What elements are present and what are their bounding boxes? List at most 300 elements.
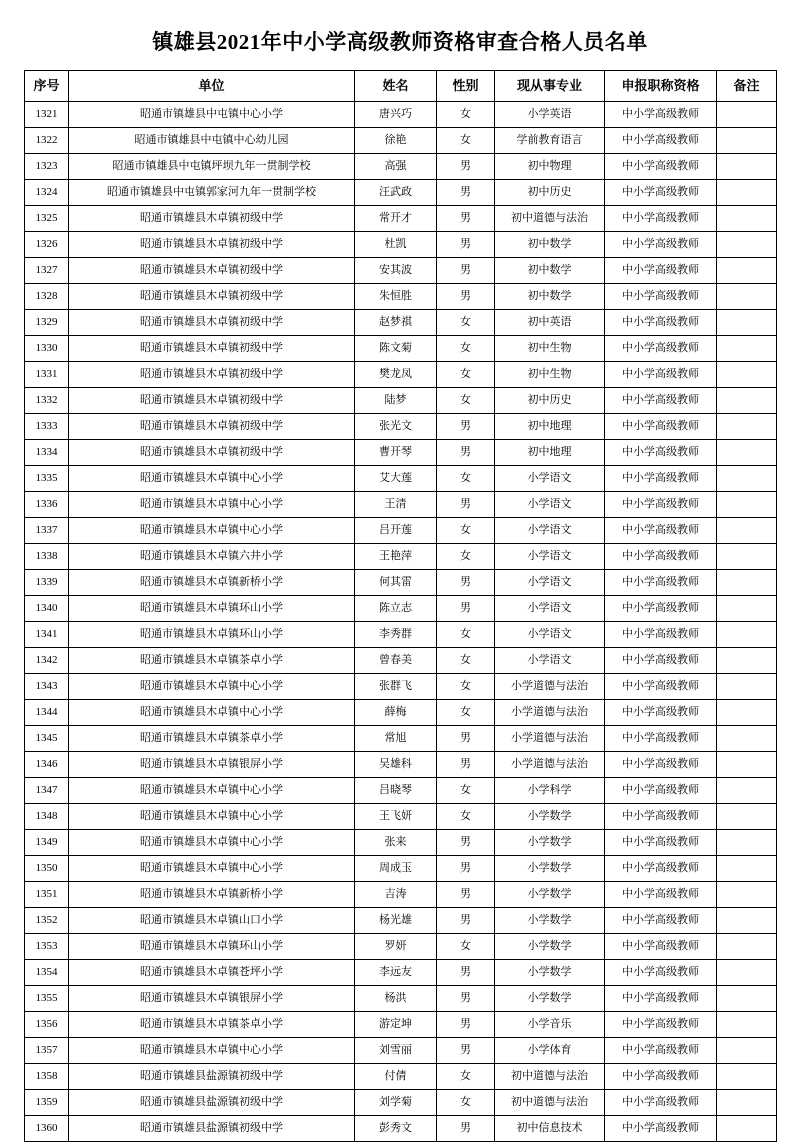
cell-sex: 男: [437, 1012, 495, 1038]
cell-note: [717, 856, 777, 882]
cell-seq: 1333: [25, 414, 69, 440]
cell-name: 唐兴巧: [355, 102, 437, 128]
cell-title: 中小学高级教师: [605, 856, 717, 882]
cell-unit: 昭通市镇雄县木卓镇初级中学: [69, 232, 355, 258]
cell-major: 初中地理: [495, 440, 605, 466]
cell-unit: 昭通市镇雄县木卓镇中心小学: [69, 466, 355, 492]
cell-note: [717, 466, 777, 492]
cell-sex: 女: [437, 700, 495, 726]
cell-title: 中小学高级教师: [605, 180, 717, 206]
cell-sex: 男: [437, 492, 495, 518]
cell-title: 中小学高级教师: [605, 284, 717, 310]
cell-sex: 男: [437, 284, 495, 310]
cell-unit: 昭通市镇雄县盐源镇初级中学: [69, 1090, 355, 1116]
cell-major: 小学数学: [495, 804, 605, 830]
cell-unit: 昭通市镇雄县木卓镇环山小学: [69, 622, 355, 648]
table-row: [25, 804, 777, 830]
table-row: [25, 154, 777, 180]
cell-major: 小学体育: [495, 1038, 605, 1064]
cell-unit: 昭通市镇雄县木卓镇新桥小学: [69, 570, 355, 596]
cell-name: 陈文菊: [355, 336, 437, 362]
cell-seq: 1341: [25, 622, 69, 648]
cell-unit: 昭通市镇雄县中屯镇郭家河九年一贯制学校: [69, 180, 355, 206]
cell-major: 初中历史: [495, 180, 605, 206]
cell-note: [717, 154, 777, 180]
cell-sex: 女: [437, 544, 495, 570]
cell-seq: 1326: [25, 232, 69, 258]
table-row: [25, 362, 777, 388]
cell-unit: 昭通市镇雄县木卓镇初级中学: [69, 388, 355, 414]
cell-note: [717, 440, 777, 466]
column-header-major: 现从事专业: [495, 71, 605, 102]
cell-sex: 男: [437, 180, 495, 206]
cell-note: [717, 622, 777, 648]
table-row: [25, 284, 777, 310]
cell-title: 中小学高级教师: [605, 882, 717, 908]
cell-title: 中小学高级教师: [605, 622, 717, 648]
cell-major: 学前教育语言: [495, 128, 605, 154]
table-row: [25, 622, 777, 648]
cell-title: 中小学高级教师: [605, 648, 717, 674]
cell-name: 吕开莲: [355, 518, 437, 544]
table-row: [25, 1064, 777, 1090]
cell-sex: 男: [437, 1038, 495, 1064]
table-row: [25, 518, 777, 544]
cell-sex: 男: [437, 232, 495, 258]
cell-title: 中小学高级教师: [605, 206, 717, 232]
cell-name: 罗妍: [355, 934, 437, 960]
cell-title: 中小学高级教师: [605, 700, 717, 726]
cell-major: 小学语文: [495, 570, 605, 596]
cell-note: [717, 700, 777, 726]
cell-major: 小学数学: [495, 960, 605, 986]
cell-sex: 男: [437, 960, 495, 986]
cell-seq: 1358: [25, 1064, 69, 1090]
cell-note: [717, 882, 777, 908]
cell-major: 初中道德与法治: [495, 1064, 605, 1090]
table-row: [25, 648, 777, 674]
cell-title: 中小学高级教师: [605, 336, 717, 362]
cell-note: [717, 1116, 777, 1142]
cell-unit: 昭通市镇雄县木卓镇中心小学: [69, 700, 355, 726]
cell-seq: 1340: [25, 596, 69, 622]
cell-sex: 女: [437, 934, 495, 960]
cell-name: 艾大莲: [355, 466, 437, 492]
cell-name: 李秀群: [355, 622, 437, 648]
cell-major: 小学数学: [495, 856, 605, 882]
cell-title: 中小学高级教师: [605, 544, 717, 570]
cell-seq: 1338: [25, 544, 69, 570]
cell-unit: 昭通市镇雄县木卓镇六井小学: [69, 544, 355, 570]
cell-seq: 1325: [25, 206, 69, 232]
cell-sex: 男: [437, 414, 495, 440]
table-row: [25, 908, 777, 934]
cell-name: 高强: [355, 154, 437, 180]
cell-unit: 昭通市镇雄县中屯镇中心小学: [69, 102, 355, 128]
cell-name: 朱恒胜: [355, 284, 437, 310]
column-header-name: 姓名: [355, 71, 437, 102]
column-header-sex: 性别: [437, 71, 495, 102]
cell-seq: 1322: [25, 128, 69, 154]
cell-major: 小学语文: [495, 544, 605, 570]
cell-title: 中小学高级教师: [605, 960, 717, 986]
table-row: [25, 466, 777, 492]
cell-sex: 男: [437, 1116, 495, 1142]
cell-sex: 男: [437, 752, 495, 778]
cell-title: 中小学高级教师: [605, 154, 717, 180]
cell-unit: 昭通市镇雄县木卓镇中心小学: [69, 1038, 355, 1064]
cell-seq: 1350: [25, 856, 69, 882]
table-row: [25, 206, 777, 232]
cell-name: 吕晓琴: [355, 778, 437, 804]
cell-name: 赵梦祺: [355, 310, 437, 336]
table-row: [25, 596, 777, 622]
cell-major: 初中历史: [495, 388, 605, 414]
cell-sex: 女: [437, 128, 495, 154]
cell-name: 陈立志: [355, 596, 437, 622]
table-row: [25, 752, 777, 778]
cell-title: 中小学高级教师: [605, 830, 717, 856]
cell-seq: 1344: [25, 700, 69, 726]
table-row: [25, 570, 777, 596]
cell-major: 小学语文: [495, 518, 605, 544]
cell-unit: 昭通市镇雄县木卓镇中心小学: [69, 778, 355, 804]
cell-name: 李远友: [355, 960, 437, 986]
cell-unit: 昭通市镇雄县木卓镇初级中学: [69, 310, 355, 336]
cell-title: 中小学高级教师: [605, 934, 717, 960]
cell-seq: 1343: [25, 674, 69, 700]
table-row: [25, 232, 777, 258]
cell-unit: 昭通市镇雄县木卓镇初级中学: [69, 336, 355, 362]
cell-name: 张来: [355, 830, 437, 856]
cell-note: [717, 388, 777, 414]
cell-title: 中小学高级教师: [605, 310, 717, 336]
table-row: [25, 492, 777, 518]
cell-note: [717, 986, 777, 1012]
cell-sex: 女: [437, 778, 495, 804]
cell-unit: 昭通市镇雄县中屯镇中心幼儿园: [69, 128, 355, 154]
cell-seq: 1342: [25, 648, 69, 674]
cell-seq: 1330: [25, 336, 69, 362]
cell-name: 吉涛: [355, 882, 437, 908]
cell-unit: 昭通市镇雄县中屯镇坪坝九年一贯制学校: [69, 154, 355, 180]
cell-name: 刘学菊: [355, 1090, 437, 1116]
cell-unit: 昭通市镇雄县木卓镇初级中学: [69, 206, 355, 232]
cell-unit: 昭通市镇雄县木卓镇初级中学: [69, 414, 355, 440]
cell-note: [717, 336, 777, 362]
cell-name: 王清: [355, 492, 437, 518]
cell-note: [717, 752, 777, 778]
cell-seq: 1345: [25, 726, 69, 752]
cell-major: 初中道德与法治: [495, 206, 605, 232]
cell-unit: 昭通市镇雄县木卓镇银屏小学: [69, 752, 355, 778]
table-row: [25, 440, 777, 466]
cell-note: [717, 284, 777, 310]
cell-major: 初中道德与法治: [495, 1090, 605, 1116]
cell-seq: 1356: [25, 1012, 69, 1038]
cell-note: [717, 206, 777, 232]
cell-sex: 女: [437, 336, 495, 362]
cell-title: 中小学高级教师: [605, 752, 717, 778]
cell-seq: 1352: [25, 908, 69, 934]
cell-title: 中小学高级教师: [605, 102, 717, 128]
cell-seq: 1335: [25, 466, 69, 492]
cell-sex: 男: [437, 570, 495, 596]
cell-note: [717, 1064, 777, 1090]
cell-note: [717, 1038, 777, 1064]
table-row: [25, 1038, 777, 1064]
cell-name: 曹开琴: [355, 440, 437, 466]
cell-major: 初中生物: [495, 362, 605, 388]
cell-major: 小学语文: [495, 466, 605, 492]
cell-title: 中小学高级教师: [605, 804, 717, 830]
cell-title: 中小学高级教师: [605, 518, 717, 544]
cell-note: [717, 414, 777, 440]
cell-major: 小学音乐: [495, 1012, 605, 1038]
cell-title: 中小学高级教师: [605, 674, 717, 700]
cell-title: 中小学高级教师: [605, 362, 717, 388]
cell-title: 中小学高级教师: [605, 1064, 717, 1090]
table-row: [25, 336, 777, 362]
cell-note: [717, 128, 777, 154]
cell-sex: 男: [437, 908, 495, 934]
cell-major: 小学道德与法治: [495, 674, 605, 700]
cell-unit: 昭通市镇雄县木卓镇环山小学: [69, 934, 355, 960]
cell-name: 樊龙凤: [355, 362, 437, 388]
cell-title: 中小学高级教师: [605, 986, 717, 1012]
cell-title: 中小学高级教师: [605, 388, 717, 414]
cell-unit: 昭通市镇雄县木卓镇中心小学: [69, 492, 355, 518]
cell-unit: 昭通市镇雄县木卓镇新桥小学: [69, 882, 355, 908]
cell-sex: 男: [437, 258, 495, 284]
cell-title: 中小学高级教师: [605, 258, 717, 284]
cell-note: [717, 596, 777, 622]
cell-seq: 1355: [25, 986, 69, 1012]
cell-unit: 昭通市镇雄县木卓镇初级中学: [69, 258, 355, 284]
cell-name: 曾春美: [355, 648, 437, 674]
cell-seq: 1321: [25, 102, 69, 128]
cell-name: 杨洪: [355, 986, 437, 1012]
cell-note: [717, 180, 777, 206]
table-header-row: [25, 71, 777, 102]
cell-unit: 昭通市镇雄县木卓镇银屏小学: [69, 986, 355, 1012]
cell-unit: 昭通市镇雄县木卓镇苍坪小学: [69, 960, 355, 986]
cell-major: 初中数学: [495, 232, 605, 258]
cell-note: [717, 648, 777, 674]
cell-title: 中小学高级教师: [605, 1038, 717, 1064]
cell-seq: 1327: [25, 258, 69, 284]
cell-note: [717, 102, 777, 128]
cell-sex: 女: [437, 102, 495, 128]
cell-note: [717, 1090, 777, 1116]
cell-seq: 1332: [25, 388, 69, 414]
cell-note: [717, 934, 777, 960]
cell-major: 小学语文: [495, 492, 605, 518]
cell-note: [717, 830, 777, 856]
cell-note: [717, 518, 777, 544]
cell-seq: 1359: [25, 1090, 69, 1116]
cell-seq: 1351: [25, 882, 69, 908]
table-row: [25, 700, 777, 726]
cell-note: [717, 726, 777, 752]
cell-name: 张群飞: [355, 674, 437, 700]
cell-note: [717, 492, 777, 518]
roster-table: [24, 70, 777, 1142]
cell-title: 中小学高级教师: [605, 414, 717, 440]
cell-note: [717, 362, 777, 388]
cell-name: 徐艳: [355, 128, 437, 154]
cell-unit: 昭通市镇雄县木卓镇茶卓小学: [69, 648, 355, 674]
table-row: [25, 1012, 777, 1038]
cell-major: 初中物理: [495, 154, 605, 180]
cell-name: 杨光雄: [355, 908, 437, 934]
cell-title: 中小学高级教师: [605, 596, 717, 622]
cell-note: [717, 570, 777, 596]
cell-name: 吴雄科: [355, 752, 437, 778]
cell-name: 周成玉: [355, 856, 437, 882]
cell-unit: 昭通市镇雄县木卓镇初级中学: [69, 440, 355, 466]
cell-note: [717, 960, 777, 986]
cell-seq: 1336: [25, 492, 69, 518]
cell-major: 小学语文: [495, 648, 605, 674]
cell-major: 初中英语: [495, 310, 605, 336]
cell-unit: 昭通市镇雄县木卓镇山口小学: [69, 908, 355, 934]
cell-seq: 1360: [25, 1116, 69, 1142]
table-row: [25, 414, 777, 440]
cell-major: 小学英语: [495, 102, 605, 128]
cell-sex: 男: [437, 986, 495, 1012]
table-row: [25, 180, 777, 206]
cell-unit: 昭通市镇雄县木卓镇茶卓小学: [69, 1012, 355, 1038]
cell-name: 刘雪丽: [355, 1038, 437, 1064]
cell-sex: 女: [437, 310, 495, 336]
table-row: [25, 1116, 777, 1142]
cell-title: 中小学高级教师: [605, 778, 717, 804]
cell-sex: 男: [437, 154, 495, 180]
cell-major: 小学数学: [495, 882, 605, 908]
cell-unit: 昭通市镇雄县木卓镇初级中学: [69, 284, 355, 310]
table-row: [25, 856, 777, 882]
cell-seq: 1337: [25, 518, 69, 544]
cell-title: 中小学高级教师: [605, 1116, 717, 1142]
cell-sex: 男: [437, 882, 495, 908]
cell-unit: 昭通市镇雄县木卓镇中心小学: [69, 518, 355, 544]
cell-name: 安其波: [355, 258, 437, 284]
cell-title: 中小学高级教师: [605, 232, 717, 258]
cell-note: [717, 674, 777, 700]
cell-note: [717, 258, 777, 284]
cell-title: 中小学高级教师: [605, 908, 717, 934]
cell-name: 王飞妍: [355, 804, 437, 830]
cell-unit: 昭通市镇雄县木卓镇中心小学: [69, 804, 355, 830]
cell-sex: 女: [437, 674, 495, 700]
table-row: [25, 726, 777, 752]
cell-title: 中小学高级教师: [605, 1012, 717, 1038]
cell-major: 初中数学: [495, 258, 605, 284]
table-row: [25, 310, 777, 336]
cell-seq: 1334: [25, 440, 69, 466]
cell-note: [717, 1012, 777, 1038]
cell-title: 中小学高级教师: [605, 492, 717, 518]
table-row: [25, 986, 777, 1012]
table-row: [25, 258, 777, 284]
cell-sex: 男: [437, 726, 495, 752]
table-row: [25, 960, 777, 986]
cell-seq: 1329: [25, 310, 69, 336]
cell-sex: 男: [437, 856, 495, 882]
cell-seq: 1346: [25, 752, 69, 778]
cell-name: 常开才: [355, 206, 437, 232]
cell-sex: 女: [437, 518, 495, 544]
cell-note: [717, 544, 777, 570]
table-row: [25, 830, 777, 856]
cell-seq: 1331: [25, 362, 69, 388]
cell-name: 张光文: [355, 414, 437, 440]
column-header-seq: 序号: [25, 71, 69, 102]
cell-major: 小学道德与法治: [495, 700, 605, 726]
cell-title: 中小学高级教师: [605, 726, 717, 752]
cell-name: 常旭: [355, 726, 437, 752]
cell-title: 中小学高级教师: [605, 128, 717, 154]
table-row: [25, 674, 777, 700]
cell-unit: 昭通市镇雄县木卓镇中心小学: [69, 856, 355, 882]
table-row: [25, 128, 777, 154]
cell-sex: 女: [437, 648, 495, 674]
cell-unit: 昭通市镇雄县木卓镇中心小学: [69, 830, 355, 856]
cell-note: [717, 310, 777, 336]
cell-major: 小学道德与法治: [495, 726, 605, 752]
cell-title: 中小学高级教师: [605, 570, 717, 596]
cell-sex: 男: [437, 206, 495, 232]
cell-sex: 女: [437, 1090, 495, 1116]
cell-sex: 女: [437, 804, 495, 830]
cell-name: 杜凯: [355, 232, 437, 258]
cell-seq: 1357: [25, 1038, 69, 1064]
column-header-title: 申报职称资格: [605, 71, 717, 102]
table-row: [25, 778, 777, 804]
cell-seq: 1353: [25, 934, 69, 960]
cell-unit: 昭通市镇雄县木卓镇初级中学: [69, 362, 355, 388]
cell-sex: 男: [437, 440, 495, 466]
table-row: [25, 1090, 777, 1116]
cell-seq: 1354: [25, 960, 69, 986]
cell-sex: 女: [437, 622, 495, 648]
column-header-note: 备注: [717, 71, 777, 102]
table-body: [25, 102, 777, 1142]
cell-major: 初中数学: [495, 284, 605, 310]
cell-sex: 男: [437, 830, 495, 856]
cell-title: 中小学高级教师: [605, 1090, 717, 1116]
cell-note: [717, 232, 777, 258]
cell-sex: 女: [437, 388, 495, 414]
cell-major: 小学道德与法治: [495, 752, 605, 778]
cell-sex: 女: [437, 1064, 495, 1090]
cell-name: 游定坤: [355, 1012, 437, 1038]
cell-major: 小学科学: [495, 778, 605, 804]
cell-seq: 1323: [25, 154, 69, 180]
cell-name: 陆梦: [355, 388, 437, 414]
cell-seq: 1324: [25, 180, 69, 206]
page-title: 镇雄县2021年中小学高级教师资格审查合格人员名单: [152, 30, 648, 54]
cell-major: 小学语文: [495, 622, 605, 648]
cell-major: 小学数学: [495, 934, 605, 960]
table-row: [25, 544, 777, 570]
cell-note: [717, 908, 777, 934]
table-row: [25, 102, 777, 128]
cell-major: 小学语文: [495, 596, 605, 622]
cell-title: 中小学高级教师: [605, 466, 717, 492]
cell-note: [717, 804, 777, 830]
